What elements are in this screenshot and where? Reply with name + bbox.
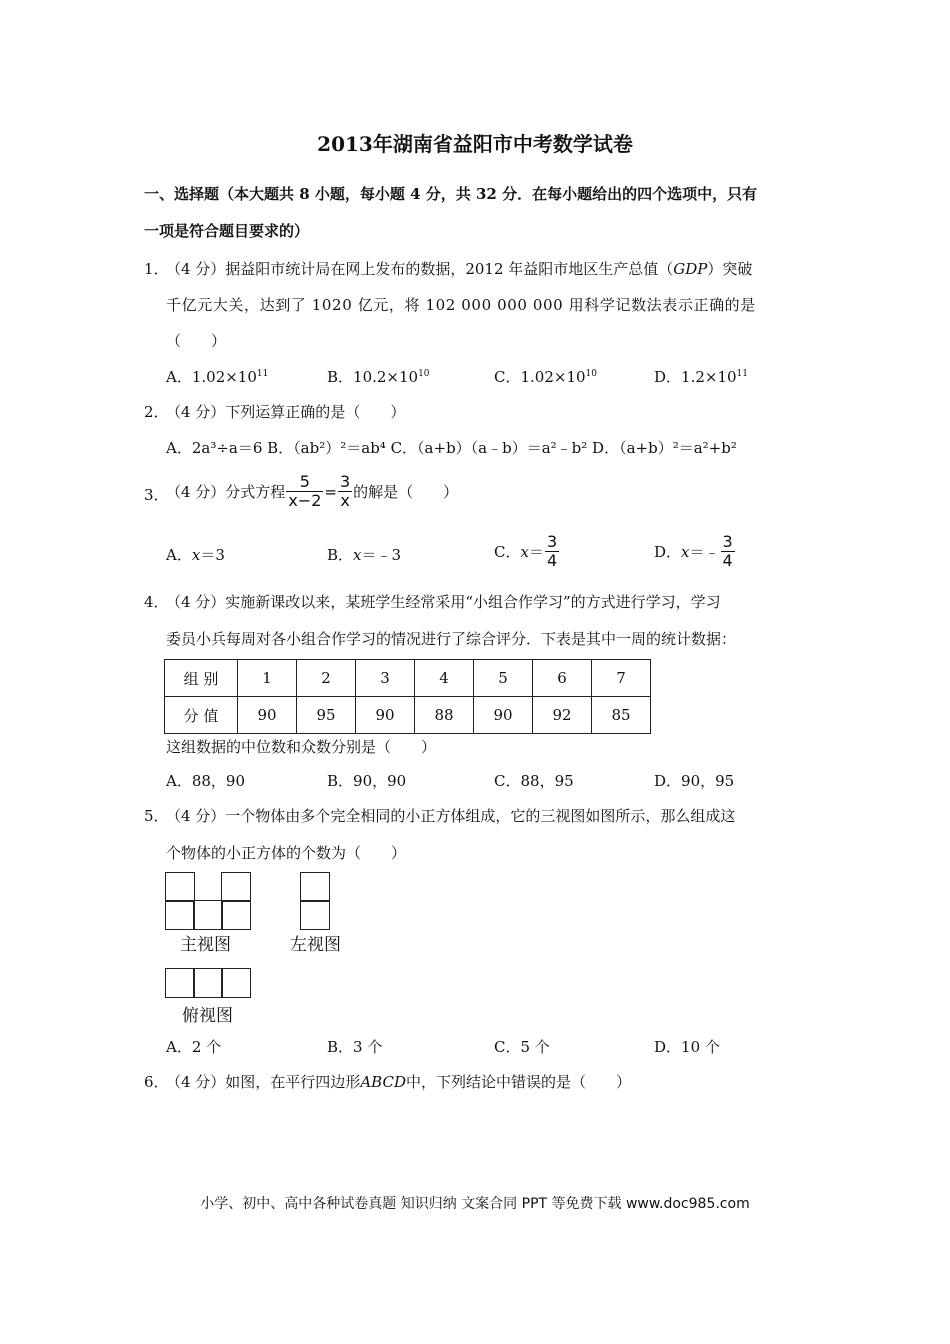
table-cell: 5	[474, 660, 533, 697]
q3-option-b: B．x＝﹣3	[327, 546, 402, 564]
q1-option-c: C．$1.02\times 10^{10}$	[494, 368, 597, 386]
q6-number: 6．	[144, 1073, 169, 1091]
table-cell: 组 别	[165, 660, 238, 697]
q1-line2: 千亿元大关，达到了 1020 亿元，将 102 000 000 000 用科学记数法表示正确的是	[166, 296, 756, 314]
table-cell: 4	[415, 660, 474, 697]
q4-option-a: A．88，90	[166, 772, 246, 790]
q5-number: 5．	[144, 807, 169, 825]
table-header-row	[165, 660, 651, 697]
q2-options: A．2a³÷a＝6 B．（ab²）²＝ab⁴ C．（a+b）（a﹣b）＝a²﹣b² D．（a+b）²＝a²+b²	[166, 439, 737, 457]
q5-option-c: C．5 个	[494, 1038, 550, 1056]
table-row	[165, 697, 651, 734]
q1-line1: （4 分）据益阳市统计局在网上发布的数据，2012 年益阳市地区生产总值（GDP）突破	[166, 260, 753, 278]
table-cell: 7	[592, 660, 651, 697]
table-cell: 6	[533, 660, 592, 697]
table-cell: 3	[356, 660, 415, 697]
q5-option-d: D．10 个	[654, 1038, 720, 1056]
front-view-label: 主视图	[180, 935, 231, 955]
section-heading-line2: 一项是符合题目要求的）	[144, 222, 310, 240]
q4-option-c: C．88，95	[494, 772, 574, 790]
table-cell: 分 值	[165, 697, 238, 734]
table-cell: 2	[297, 660, 356, 697]
section-heading-line1: 一、选择题（本大题共 8 小题，每小题 4 分，共 32 分．在每小题给出的四个选项中，只有	[144, 185, 758, 203]
q2-number: 2．	[144, 403, 169, 421]
q3-number: 3．	[144, 486, 169, 504]
table-cell: 90	[356, 697, 415, 734]
q1-option-a: A．$1.02\times 10^{11}$	[166, 368, 269, 386]
q3-option-d: D．x＝﹣ $\frac{3}{4}$	[654, 532, 733, 570]
q3-fraction-2: $\frac{3}{x}$	[339, 472, 351, 510]
page-footer: 小学、初中、高中各种试卷真题 知识归纳 文案合同 PPT 等免费下载 www.doc985.com	[200, 1196, 750, 1212]
q3-option-a: A．x＝3	[166, 546, 225, 564]
q2-text: （4 分）下列运算正确的是（ ）	[166, 403, 406, 421]
q5-line1: （4 分）一个物体由多个完全相同的小正方体组成，它的三视图如图所示，那么组成这	[166, 807, 736, 825]
q5-option-a: A．2 个	[166, 1038, 222, 1056]
q5-option-b: B．3 个	[327, 1038, 383, 1056]
q4-option-b: B．90，90	[327, 772, 407, 790]
q1-option-b: B．$10.2\times 10^{10}$	[327, 368, 430, 386]
left-view-label: 左视图	[290, 935, 341, 955]
table-cell: 1	[238, 660, 297, 697]
q4-line2: 委员小兵每周对各小组合作学习的情况进行了综合评分．下表是其中一周的统计数据：	[166, 630, 737, 648]
q1-line3: （ ）	[166, 332, 227, 350]
q4-option-d: D．90，95	[654, 772, 735, 790]
table-cell: 90	[474, 697, 533, 734]
q3-fraction-1: $\frac{5}{x-2}$	[288, 472, 322, 510]
q4-line1: （4 分）实施新课改以来，某班学生经常采用“小组合作学习”的方式进行学习，学习	[166, 593, 721, 611]
q4-score-table	[164, 659, 651, 734]
table-cell: 90	[238, 697, 297, 734]
table-cell: 95	[297, 697, 356, 734]
q5-line2: 个物体的小正方体的个数为（ ）	[166, 844, 407, 862]
page-title: 2013年湖南省益阳市中考数学试卷	[317, 132, 633, 156]
q3-option-c: C．x＝ $\frac{3}{4}$	[494, 532, 558, 570]
q4-line3: 这组数据的中位数和众数分别是（ ）	[166, 738, 437, 756]
table-cell: 85	[592, 697, 651, 734]
table-cell: 92	[533, 697, 592, 734]
top-view-label: 俯视图	[182, 1006, 233, 1026]
q4-number: 4．	[144, 593, 169, 611]
table-cell: 88	[415, 697, 474, 734]
q1-number: 1．	[144, 260, 169, 278]
q3-equation: （4 分）分式方程 $\frac{5}{x-2}$ = $\frac{3}{x}$ 的解是（ ）	[166, 472, 459, 510]
q6-text: （4 分）如图，在平行四边形ABCD中，下列结论中错误的是（ ）	[166, 1073, 631, 1091]
q1-option-d: D．$1.2\times 10^{11}$	[654, 368, 748, 386]
